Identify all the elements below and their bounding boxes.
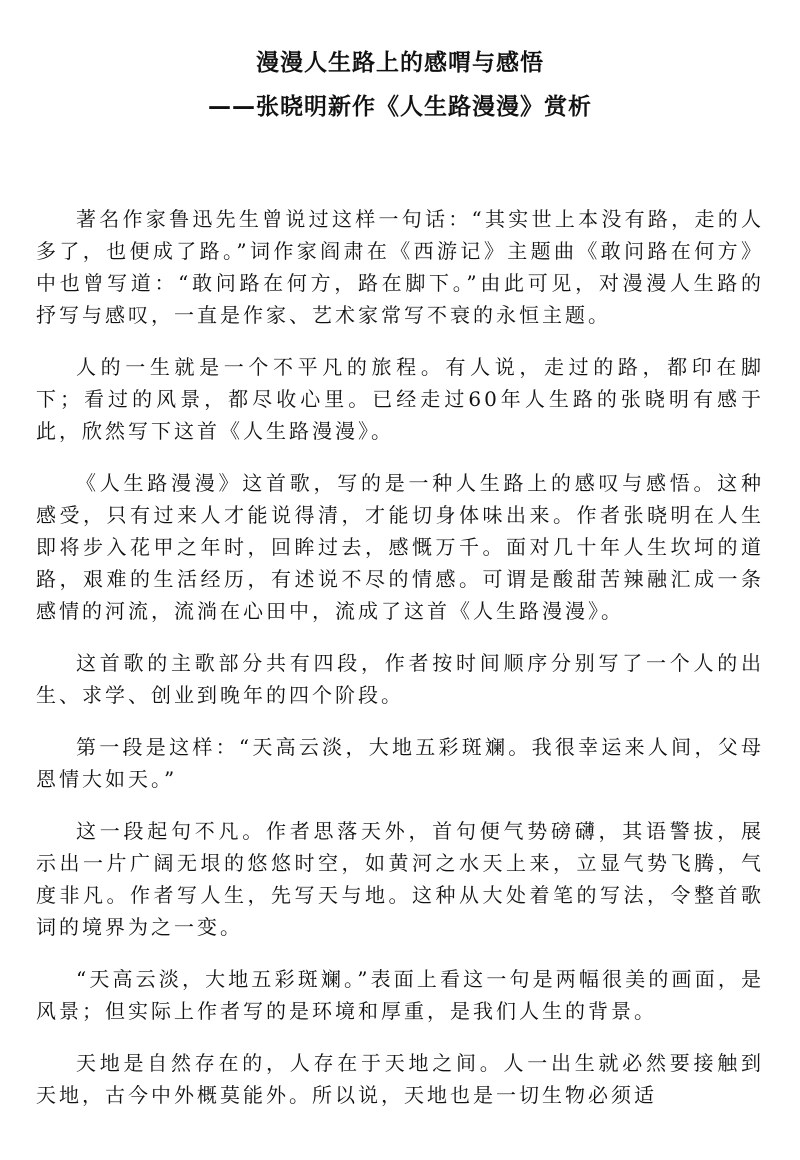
paragraph-3: 《人生路漫漫》这首歌，写的是一种人生路上的感叹与感悟。这种感受，只有过来人才能说得清，才能切身体味出来。作者张晓明在人生即将步入花甲之年时，回眸过去，感慨万千。面对几十年人生坎坷的道路，艰难的生活经历，有述说不尽的情感。可谓是酸甜苦辣融汇成一条感情的河流，流淌在心田中，流成了这首《人生路漫漫》。 [36, 471, 764, 623]
article-subtitle: ——张晓明新作《人生路漫漫》赏析 [208, 94, 592, 120]
title-block [0, 48, 800, 122]
article-body [36, 203, 764, 1131]
paragraph-8: 天地是自然存在的，人存在于天地之间。人一出生就必然要接触到天地，古今中外概莫能外。所以说，天地也是一切生物必须适 [36, 1051, 764, 1107]
article-title: 漫漫人生路上的感喟与感悟 [256, 50, 544, 76]
paragraph-4: 这首歌的主歌部分共有四段，作者按时间顺序分别写了一个人的出生、求学、创业到晚年的四个阶段。 [36, 651, 764, 707]
paragraph-2: 人的一生就是一个不平凡的旅程。有人说，走过的路，都印在脚下；看过的风景，都尽收心里。已经走过60年人生路的张晓明有感于此，欣然写下这首《人生路漫漫》。 [36, 355, 764, 443]
paragraph-1: 著名作家鲁迅先生曾说过这样一句话：“其实世上本没有路，走的人多了，也便成了路。”词作家阎肃在《西游记》主题曲《敢问路在何方》中也曾写道：“敢问路在何方，路在脚下。”由此可见，对漫漫人生路的抒写与感叹，一直是作家、艺术家常写不衰的永恒主题。 [36, 207, 764, 327]
paragraph-6: 这一段起句不凡。作者思落天外，首句便气势磅礴，其语警拔，展示出一片广阔无垠的悠悠时空，如黄河之水天上来，立显气势飞腾，气度非凡。作者写人生，先写天与地。这种从大处着笔的写法，令整首歌词的境界为之一变。 [36, 819, 764, 939]
paragraph-5: 第一段是这样：“天高云淡，大地五彩斑斓。我很幸运来人间，父母恩情大如天。” [36, 735, 764, 791]
paragraph-7: “天高云淡，大地五彩斑斓。”表面上看这一句是两幅很美的画面，是风景；但实际上作者写的是环境和厚重，是我们人生的背景。 [36, 967, 764, 1023]
